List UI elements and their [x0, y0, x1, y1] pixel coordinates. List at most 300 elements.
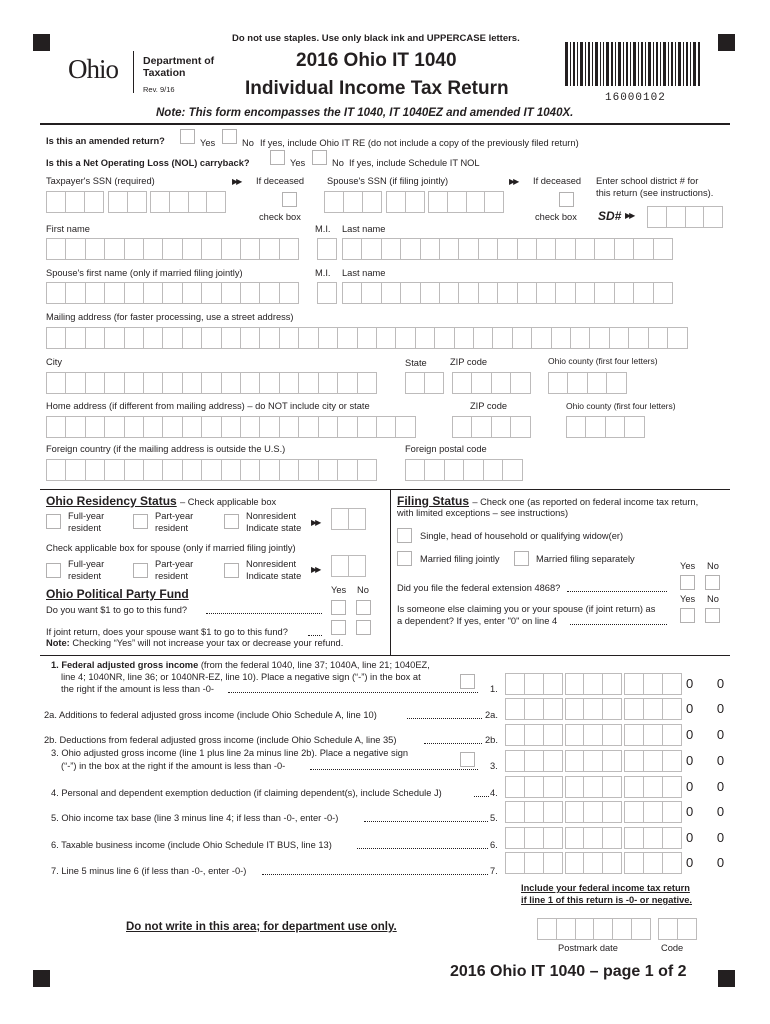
char-box[interactable]	[458, 282, 479, 304]
char-box[interactable]	[46, 282, 67, 304]
char-box[interactable]	[124, 416, 145, 438]
char-box[interactable]	[420, 238, 441, 260]
char-box[interactable]	[182, 327, 203, 349]
full-year-checkbox[interactable]	[46, 514, 61, 529]
char-box[interactable]	[555, 282, 576, 304]
spouse-party-no-checkbox[interactable]	[356, 620, 371, 635]
char-box[interactable]	[471, 372, 492, 394]
char-box[interactable]	[575, 238, 596, 260]
digit-box[interactable]	[643, 673, 663, 695]
char-box[interactable]	[259, 372, 280, 394]
digit-box[interactable]	[643, 852, 663, 874]
spouse-ssn-part2[interactable]	[386, 191, 424, 213]
spouse-part-year-checkbox[interactable]	[133, 563, 148, 578]
char-box[interactable]	[279, 372, 300, 394]
digit-box[interactable]	[624, 801, 644, 823]
digit-box[interactable]	[643, 801, 663, 823]
char-box[interactable]	[143, 416, 164, 438]
char-box[interactable]	[361, 238, 382, 260]
digit-box[interactable]	[565, 801, 585, 823]
digit-box[interactable]	[583, 801, 603, 823]
char-box[interactable]	[240, 282, 261, 304]
char-box[interactable]	[298, 372, 319, 394]
char-box[interactable]	[221, 238, 242, 260]
mfs-checkbox[interactable]	[514, 551, 529, 566]
extension-no-checkbox[interactable]	[705, 575, 720, 590]
char-box[interactable]	[439, 282, 460, 304]
char-box[interactable]	[497, 282, 518, 304]
char-box[interactable]	[473, 327, 494, 349]
char-box[interactable]	[337, 416, 358, 438]
char-box[interactable]	[65, 416, 86, 438]
char-box[interactable]	[104, 238, 125, 260]
char-box[interactable]	[405, 459, 426, 481]
nonresident-state-input[interactable]	[331, 508, 365, 530]
line-3-negative-box[interactable]	[460, 752, 475, 767]
char-box[interactable]	[648, 327, 669, 349]
char-box[interactable]	[201, 238, 222, 260]
spouse-nonresident-checkbox[interactable]	[224, 563, 239, 578]
spouse-mi-input[interactable]	[317, 282, 336, 304]
digit-box[interactable]	[543, 801, 563, 823]
char-box[interactable]	[609, 327, 630, 349]
char-box[interactable]	[502, 459, 523, 481]
digit-box[interactable]	[524, 673, 544, 695]
amended-yes-checkbox[interactable]	[180, 129, 195, 144]
digit-box[interactable]	[662, 801, 682, 823]
char-box[interactable]	[201, 327, 222, 349]
zip-input[interactable]	[452, 372, 530, 394]
char-box[interactable]	[463, 459, 484, 481]
char-box[interactable]	[162, 327, 183, 349]
mfj-checkbox[interactable]	[397, 551, 412, 566]
char-box[interactable]	[653, 282, 674, 304]
char-box[interactable]	[143, 327, 164, 349]
nol-yes-checkbox[interactable]	[270, 150, 285, 165]
digit-box[interactable]	[662, 698, 682, 720]
char-box[interactable]	[510, 416, 531, 438]
digit-box[interactable]	[524, 852, 544, 874]
char-box[interactable]	[46, 459, 67, 481]
char-box[interactable]	[653, 238, 674, 260]
char-box[interactable]	[454, 327, 475, 349]
char-box[interactable]	[182, 282, 203, 304]
char-box[interactable]	[318, 372, 339, 394]
char-box[interactable]	[510, 372, 531, 394]
char-box[interactable]	[381, 282, 402, 304]
char-box[interactable]	[182, 416, 203, 438]
char-box[interactable]	[491, 416, 512, 438]
char-box[interactable]	[376, 327, 397, 349]
line-1-amount-input[interactable]	[505, 673, 681, 695]
char-box[interactable]	[201, 459, 222, 481]
digit-box[interactable]	[565, 673, 585, 695]
char-box[interactable]	[420, 282, 441, 304]
char-box[interactable]	[221, 416, 242, 438]
digit-box[interactable]	[602, 698, 622, 720]
spouse-first-name-input[interactable]	[46, 282, 298, 304]
mi-input[interactable]	[317, 238, 336, 260]
digit-box[interactable]	[543, 698, 563, 720]
char-box[interactable]	[458, 238, 479, 260]
char-box[interactable]	[318, 416, 339, 438]
char-box[interactable]	[279, 327, 300, 349]
line-8-amount-input[interactable]	[505, 852, 681, 874]
digit-box[interactable]	[505, 827, 525, 849]
state-input[interactable]	[405, 372, 443, 394]
char-box[interactable]	[240, 238, 261, 260]
char-box[interactable]	[279, 416, 300, 438]
char-box[interactable]	[337, 327, 358, 349]
digit-box[interactable]	[624, 724, 644, 746]
spouse-deceased-checkbox[interactable]	[559, 192, 574, 207]
char-box[interactable]	[317, 282, 337, 304]
char-box[interactable]	[415, 327, 436, 349]
home-zip-input[interactable]	[452, 416, 530, 438]
char-box[interactable]	[221, 372, 242, 394]
spouse-full-year-checkbox[interactable]	[46, 563, 61, 578]
char-box[interactable]	[318, 459, 339, 481]
digit-box[interactable]	[543, 724, 563, 746]
char-box[interactable]	[65, 238, 86, 260]
digit-box[interactable]	[543, 827, 563, 849]
digit-box[interactable]	[583, 776, 603, 798]
line-2-amount-input[interactable]	[505, 698, 681, 720]
char-box[interactable]	[124, 327, 145, 349]
digit-box[interactable]	[565, 698, 585, 720]
char-box[interactable]	[259, 327, 280, 349]
dependent-yes-checkbox[interactable]	[680, 608, 695, 623]
digit-box[interactable]	[543, 750, 563, 772]
char-box[interactable]	[434, 327, 455, 349]
char-box[interactable]	[587, 372, 608, 394]
digit-box[interactable]	[543, 852, 563, 874]
char-box[interactable]	[298, 459, 319, 481]
digit-box[interactable]	[565, 827, 585, 849]
char-box[interactable]	[492, 327, 513, 349]
digit-box[interactable]	[565, 852, 585, 874]
char-box[interactable]	[452, 416, 473, 438]
char-box[interactable]	[104, 459, 125, 481]
char-box[interactable]	[400, 238, 421, 260]
spouse-nonresident-state-input[interactable]	[331, 555, 365, 577]
char-box[interactable]	[46, 327, 67, 349]
char-box[interactable]	[512, 327, 533, 349]
char-box[interactable]	[85, 327, 106, 349]
char-box[interactable]	[298, 416, 319, 438]
char-box[interactable]	[483, 459, 504, 481]
char-box[interactable]	[357, 459, 378, 481]
digit-box[interactable]	[505, 852, 525, 874]
home-address-input[interactable]	[46, 416, 415, 438]
char-box[interactable]	[65, 372, 86, 394]
char-box[interactable]	[143, 372, 164, 394]
char-box[interactable]	[361, 282, 382, 304]
char-box[interactable]	[444, 459, 465, 481]
char-box[interactable]	[605, 416, 626, 438]
char-box[interactable]	[240, 372, 261, 394]
line-3-amount-input[interactable]	[505, 724, 681, 746]
digit-box[interactable]	[643, 698, 663, 720]
line-5-amount-input[interactable]	[505, 776, 681, 798]
char-box[interactable]	[201, 282, 222, 304]
char-box[interactable]	[357, 372, 378, 394]
digit-box[interactable]	[662, 724, 682, 746]
char-box[interactable]	[143, 282, 164, 304]
digit-box[interactable]	[583, 698, 603, 720]
party-yes-checkbox[interactable]	[331, 600, 346, 615]
char-box[interactable]	[85, 282, 106, 304]
char-box[interactable]	[162, 238, 183, 260]
digit-box[interactable]	[505, 724, 525, 746]
digit-box[interactable]	[602, 750, 622, 772]
home-county-input[interactable]	[566, 416, 644, 438]
char-box[interactable]	[424, 372, 444, 394]
char-box[interactable]	[395, 416, 416, 438]
digit-box[interactable]	[543, 776, 563, 798]
char-box[interactable]	[46, 372, 67, 394]
char-box[interactable]	[566, 416, 587, 438]
char-box[interactable]	[517, 282, 538, 304]
digit-box[interactable]	[602, 724, 622, 746]
char-box[interactable]	[162, 372, 183, 394]
char-box[interactable]	[46, 416, 67, 438]
city-input[interactable]	[46, 372, 376, 394]
char-box[interactable]	[259, 416, 280, 438]
extension-yes-checkbox[interactable]	[680, 575, 695, 590]
spouse-party-yes-checkbox[interactable]	[331, 620, 346, 635]
char-box[interactable]	[124, 459, 145, 481]
digit-box[interactable]	[602, 776, 622, 798]
char-box[interactable]	[614, 238, 635, 260]
char-box[interactable]	[624, 416, 645, 438]
spouse-ssn-part3[interactable]	[428, 191, 503, 213]
digit-box[interactable]	[662, 673, 682, 695]
char-box[interactable]	[124, 238, 145, 260]
char-box[interactable]	[536, 238, 557, 260]
spouse-ssn-part1[interactable]	[324, 191, 380, 213]
digit-box[interactable]	[505, 750, 525, 772]
taxpayer-ssn-part2[interactable]	[108, 191, 146, 213]
digit-box[interactable]	[583, 852, 603, 874]
taxpayer-deceased-checkbox[interactable]	[282, 192, 297, 207]
char-box[interactable]	[143, 238, 164, 260]
digit-box[interactable]	[565, 724, 585, 746]
char-box[interactable]	[570, 327, 591, 349]
char-box[interactable]	[357, 327, 378, 349]
char-box[interactable]	[162, 459, 183, 481]
char-box[interactable]	[85, 459, 106, 481]
line-6-amount-input[interactable]	[505, 801, 681, 823]
char-box[interactable]	[298, 327, 319, 349]
char-box[interactable]	[452, 372, 473, 394]
char-box[interactable]	[491, 372, 512, 394]
spouse-last-name-input[interactable]	[342, 282, 672, 304]
digit-box[interactable]	[643, 750, 663, 772]
digit-box[interactable]	[602, 801, 622, 823]
digit-box[interactable]	[624, 827, 644, 849]
char-box[interactable]	[633, 238, 654, 260]
digit-box[interactable]	[505, 673, 525, 695]
line-1-negative-box[interactable]	[460, 674, 475, 689]
char-box[interactable]	[633, 282, 654, 304]
char-box[interactable]	[279, 238, 300, 260]
taxpayer-ssn-part1[interactable]	[46, 191, 102, 213]
county-input[interactable]	[548, 372, 626, 394]
digit-box[interactable]	[583, 724, 603, 746]
char-box[interactable]	[318, 327, 339, 349]
char-box[interactable]	[424, 459, 445, 481]
digit-box[interactable]	[602, 852, 622, 874]
char-box[interactable]	[279, 459, 300, 481]
char-box[interactable]	[478, 282, 499, 304]
char-box[interactable]	[567, 372, 588, 394]
char-box[interactable]	[65, 282, 86, 304]
char-box[interactable]	[104, 282, 125, 304]
char-box[interactable]	[517, 238, 538, 260]
nonresident-checkbox[interactable]	[224, 514, 239, 529]
digit-box[interactable]	[662, 776, 682, 798]
digit-box[interactable]	[565, 750, 585, 772]
amended-no-checkbox[interactable]	[222, 129, 237, 144]
char-box[interactable]	[606, 372, 627, 394]
char-box[interactable]	[317, 238, 337, 260]
char-box[interactable]	[124, 372, 145, 394]
char-box[interactable]	[471, 416, 492, 438]
char-box[interactable]	[439, 238, 460, 260]
char-box[interactable]	[46, 238, 67, 260]
digit-box[interactable]	[602, 827, 622, 849]
char-box[interactable]	[548, 372, 569, 394]
char-box[interactable]	[201, 372, 222, 394]
char-box[interactable]	[667, 327, 688, 349]
digit-box[interactable]	[583, 827, 603, 849]
char-box[interactable]	[337, 459, 358, 481]
digit-box[interactable]	[643, 724, 663, 746]
digit-box[interactable]	[543, 673, 563, 695]
char-box[interactable]	[124, 282, 145, 304]
digit-box[interactable]	[624, 673, 644, 695]
char-box[interactable]	[400, 282, 421, 304]
char-box[interactable]	[85, 238, 106, 260]
char-box[interactable]	[104, 416, 125, 438]
char-box[interactable]	[279, 282, 300, 304]
foreign-country-input[interactable]	[46, 459, 376, 481]
digit-box[interactable]	[524, 827, 544, 849]
char-box[interactable]	[497, 238, 518, 260]
mailing-address-input[interactable]	[46, 327, 686, 349]
digit-box[interactable]	[505, 776, 525, 798]
char-box[interactable]	[259, 238, 280, 260]
char-box[interactable]	[395, 327, 416, 349]
char-box[interactable]	[240, 327, 261, 349]
foreign-postal-input[interactable]	[405, 459, 521, 481]
char-box[interactable]	[628, 327, 649, 349]
digit-box[interactable]	[583, 750, 603, 772]
digit-box[interactable]	[624, 750, 644, 772]
char-box[interactable]	[589, 327, 610, 349]
char-box[interactable]	[162, 282, 183, 304]
char-box[interactable]	[555, 238, 576, 260]
dependent-no-checkbox[interactable]	[705, 608, 720, 623]
char-box[interactable]	[182, 372, 203, 394]
char-box[interactable]	[182, 238, 203, 260]
digit-box[interactable]	[505, 801, 525, 823]
char-box[interactable]	[337, 372, 358, 394]
digit-box[interactable]	[662, 827, 682, 849]
line-7-amount-input[interactable]	[505, 827, 681, 849]
digit-box[interactable]	[524, 698, 544, 720]
digit-box[interactable]	[643, 776, 663, 798]
char-box[interactable]	[342, 238, 363, 260]
char-box[interactable]	[594, 238, 615, 260]
char-box[interactable]	[594, 282, 615, 304]
char-box[interactable]	[357, 416, 378, 438]
school-district-input[interactable]	[647, 206, 722, 228]
char-box[interactable]	[85, 416, 106, 438]
last-name-input[interactable]	[342, 238, 672, 260]
char-box[interactable]	[575, 282, 596, 304]
digit-box[interactable]	[662, 750, 682, 772]
char-box[interactable]	[240, 416, 261, 438]
char-box[interactable]	[182, 459, 203, 481]
digit-box[interactable]	[565, 776, 585, 798]
digit-box[interactable]	[524, 724, 544, 746]
char-box[interactable]	[162, 416, 183, 438]
single-checkbox[interactable]	[397, 528, 412, 543]
digit-box[interactable]	[524, 801, 544, 823]
party-no-checkbox[interactable]	[356, 600, 371, 615]
first-name-input[interactable]	[46, 238, 298, 260]
digit-box[interactable]	[505, 698, 525, 720]
char-box[interactable]	[104, 372, 125, 394]
char-box[interactable]	[531, 327, 552, 349]
nol-no-checkbox[interactable]	[312, 150, 327, 165]
char-box[interactable]	[478, 238, 499, 260]
char-box[interactable]	[85, 372, 106, 394]
char-box[interactable]	[405, 372, 425, 394]
char-box[interactable]	[221, 282, 242, 304]
char-box[interactable]	[585, 416, 606, 438]
char-box[interactable]	[259, 282, 280, 304]
char-box[interactable]	[259, 459, 280, 481]
digit-box[interactable]	[624, 852, 644, 874]
digit-box[interactable]	[624, 698, 644, 720]
char-box[interactable]	[201, 416, 222, 438]
char-box[interactable]	[221, 459, 242, 481]
taxpayer-ssn-part3[interactable]	[150, 191, 225, 213]
char-box[interactable]	[65, 459, 86, 481]
digit-box[interactable]	[602, 673, 622, 695]
char-box[interactable]	[376, 416, 397, 438]
digit-box[interactable]	[524, 776, 544, 798]
char-box[interactable]	[104, 327, 125, 349]
digit-box[interactable]	[662, 852, 682, 874]
char-box[interactable]	[381, 238, 402, 260]
char-box[interactable]	[143, 459, 164, 481]
digit-box[interactable]	[524, 750, 544, 772]
part-year-checkbox[interactable]	[133, 514, 148, 529]
digit-box[interactable]	[643, 827, 663, 849]
char-box[interactable]	[551, 327, 572, 349]
char-box[interactable]	[240, 459, 261, 481]
char-box[interactable]	[221, 327, 242, 349]
digit-box[interactable]	[624, 776, 644, 798]
digit-box[interactable]	[583, 673, 603, 695]
char-box[interactable]	[614, 282, 635, 304]
char-box[interactable]	[342, 282, 363, 304]
char-box[interactable]	[536, 282, 557, 304]
